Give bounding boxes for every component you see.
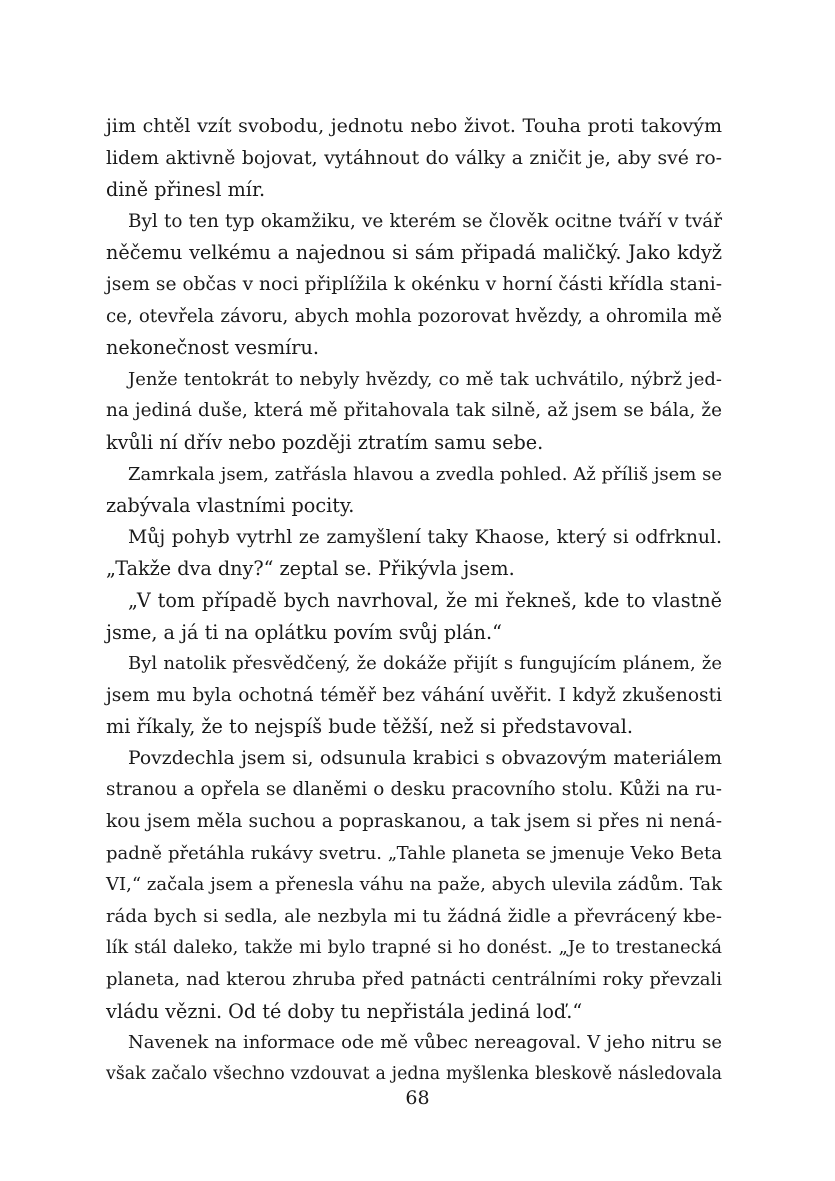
text-line: Zamrkala jsem, zatřásla hlavou a zvedla pohled. Až příliš jsem se [128, 463, 722, 485]
text-line: planeta, nad kterou zhruba před patnácti centrálními roky převzali [106, 969, 722, 991]
text-line: ráda bych si sedla, ale nezbyla mi tu žádná židle a převrácený kbe- [106, 905, 722, 927]
text-line: Byl to ten typ okamžiku, ve kterém se člověk ocitne tváří v tvář [128, 210, 722, 232]
text-line: jsem mu byla ochotná téměř bez váhání uvěřit. I když zkušenosti [106, 684, 722, 706]
text-line: jsem se občas v noci připlížila k okénku v horní části křídla stani- [106, 273, 722, 295]
text-line: Povzdechla jsem si, odsunula krabici s obvazovým materiálem [128, 747, 722, 769]
text-line: padně přetáhla rukávy svetru. „Tahle planeta se jmenuje Veko Beta [106, 842, 722, 864]
text-line: jim chtěl vzít svobodu, jednotu nebo život. Touha proti takovým [106, 115, 722, 137]
page-number: 68 [405, 1087, 430, 1109]
text-line: na jediná duše, která mě přitahovala tak silně, až jsem se bála, že [106, 400, 722, 422]
text-line: něčemu velkému a najednou si sám připadá maličký. Jako když [106, 241, 722, 265]
text-line: VI,“ začala jsem a přenesla váhu na paže, abych ulevila zádům. Tak [106, 874, 722, 896]
text-line: lidem aktivně bojovat, vytáhnout do války a zničit je, aby své ro- [106, 147, 722, 169]
text-line: zabývala vlastními pocity. [106, 494, 355, 518]
text-line: kvůli ní dřív nebo později ztratím samu sebe. [106, 430, 544, 454]
text-line: Navenek na informace ode mě vůbec nereagoval. V jeho nitru se [128, 1032, 722, 1054]
text-line: nekonečnost vesmíru. [106, 336, 319, 360]
text-line: vládu vězni. Od té doby tu nepřistála jediná loď.“ [106, 999, 583, 1023]
text-line: „V tom případě bych navrhoval, že mi řekneš, kde to vlastně [128, 588, 722, 612]
text-line: Můj pohyb vytrhl ze zamyšlení taky Khaose, který si odfrknul. [128, 526, 722, 548]
text-line: „Takže dva dny?“ zeptal se. Přikývla jsem. [106, 557, 515, 581]
text-line: stranou a opřela se dlaněmi o desku pracovního stolu. Kůži na ru- [106, 779, 722, 801]
text-line: jsme, a já ti na oplátku povím svůj plán.“ [106, 620, 502, 644]
text-line: Jenže tentokrát to nebyly hvězdy, co mě tak uchvátilo, nýbrž jed- [128, 368, 722, 390]
body-text [106, 111, 722, 1090]
text-line: lík stál daleko, takže mi bylo trapné si ho donést. „Je to trestanecká [106, 937, 722, 959]
text-line: dině přinesl mír. [106, 178, 266, 202]
text-line: Byl natolik přesvědčený, že dokáže přijít s fungujícím plánem, že [128, 653, 722, 675]
text-line: ce, otevřela závoru, abych mohla pozorovat hvězdy, a ohromila mě [106, 305, 722, 327]
text-line: kou jsem měla suchou a popraskanou, a tak jsem si přes ni nená- [106, 811, 722, 833]
text-line: mi říkaly, že to nejspíš bude těžší, než si představoval. [106, 715, 633, 739]
text-line: však začalo všechno vzdouvat a jedna myšlenka bleskově následovala [106, 1063, 722, 1084]
